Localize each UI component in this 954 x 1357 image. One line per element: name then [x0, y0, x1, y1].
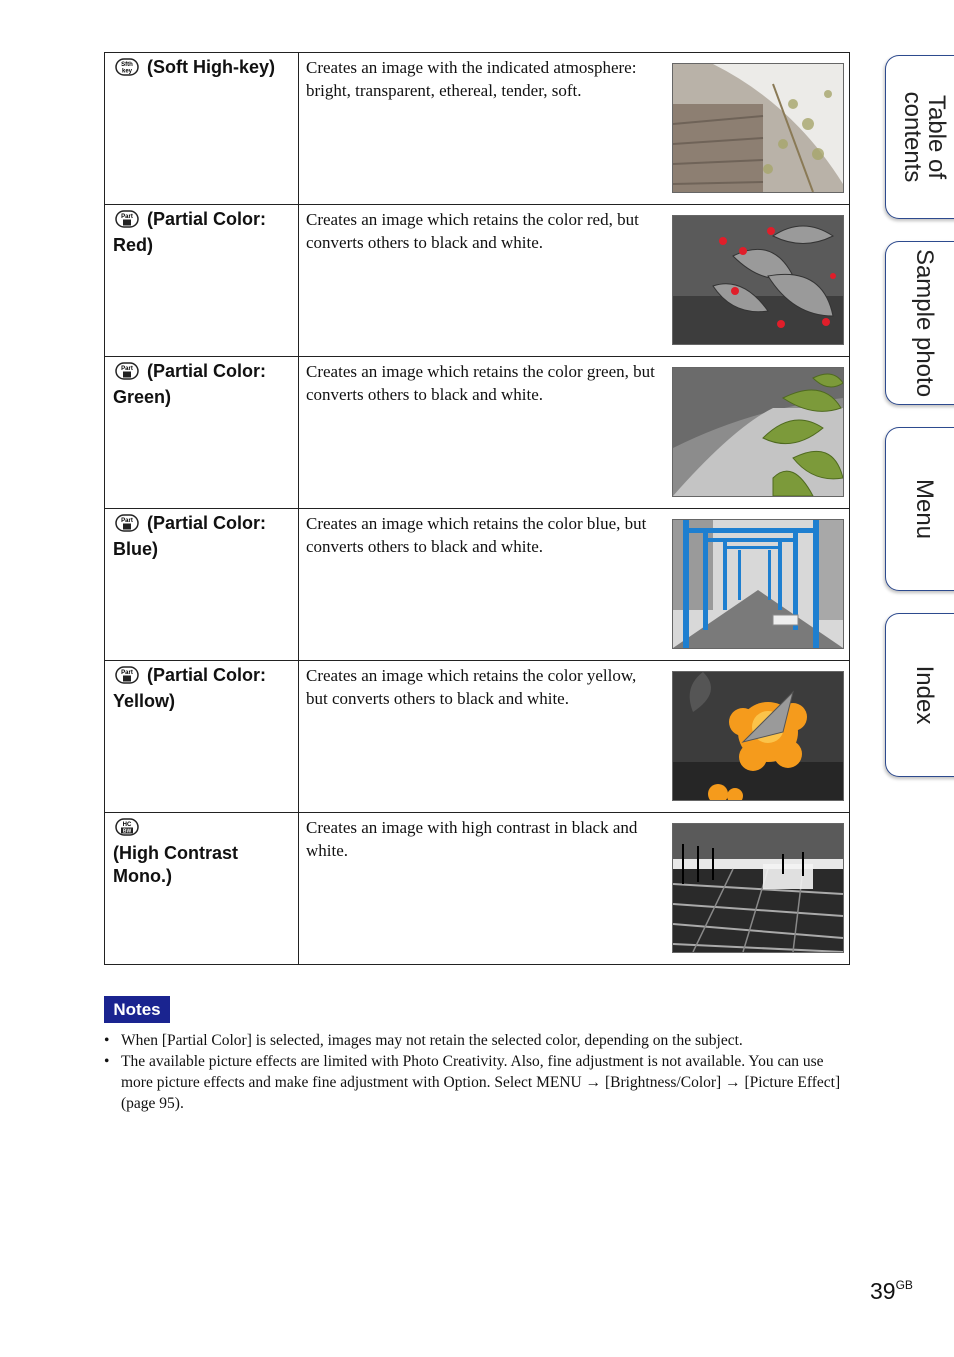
mode-label — [105, 205, 298, 257]
sample-photo-high-contrast-mono — [672, 823, 844, 953]
svg-text:Part: Part — [121, 518, 133, 524]
tab-label: Menu — [911, 478, 938, 540]
note-item: • The available picture effects are limited with Photo Creativity. Also, fine adjustment is not available. You can use more picture effects and make fine adjustment with Option. Select MENU → [Brightness/Color] → [Picture Effect] (page 95). — [104, 1051, 850, 1114]
tab-label: Index — [911, 665, 938, 725]
mode-description: Creates an image which retains the color blue, but converts others to black and white. — [306, 514, 647, 556]
svg-text:Sfth: Sfth — [121, 62, 133, 68]
notes-heading: Notes — [104, 996, 170, 1023]
svg-text:HC: HC — [122, 822, 132, 828]
notes-list — [104, 1030, 850, 1114]
partial-color-icon — [115, 666, 139, 690]
mode-label — [105, 661, 298, 713]
sample-photo-partial-green — [672, 367, 844, 497]
page-number-value: 39 — [870, 1278, 896, 1304]
table-row — [105, 661, 850, 813]
tab-label: Table of contents — [899, 91, 950, 183]
picture-effect-table — [104, 52, 850, 965]
mode-description: Creates an image with the indicated atmosphere: bright, transparent, ethereal, tender, soft. — [306, 58, 637, 100]
mode-label — [105, 813, 298, 888]
page-number — [870, 1278, 913, 1305]
tab-table-of-contents[interactable] — [885, 55, 954, 219]
table-row — [105, 205, 850, 357]
partial-color-icon — [115, 514, 139, 538]
table-row — [105, 357, 850, 509]
tab-sample-photo[interactable] — [885, 241, 954, 405]
svg-text:Part: Part — [121, 214, 133, 220]
soft-high-key-icon — [115, 58, 139, 82]
sample-photo-soft-high-key — [672, 63, 844, 193]
high-contrast-mono-icon — [115, 818, 139, 842]
svg-text:Part: Part — [121, 670, 133, 676]
sample-photo-partial-red — [672, 215, 844, 345]
mode-name: (Partial Color: Yellow) — [113, 665, 267, 711]
mode-description: Creates an image which retains the color yellow, but converts others to black and white. — [306, 666, 637, 708]
mode-name: (Soft High-key) — [147, 57, 275, 77]
partial-color-icon — [115, 362, 139, 386]
mode-label — [105, 509, 298, 561]
table-row — [105, 509, 850, 661]
partial-color-icon — [115, 210, 139, 234]
table-row — [105, 53, 850, 205]
mode-name: (High Contrast Mono.) — [113, 843, 238, 886]
table-row — [105, 813, 850, 965]
mode-description: Creates an image which retains the color green, but converts others to black and white. — [306, 362, 655, 404]
mode-label — [105, 357, 298, 409]
sample-photo-partial-blue — [672, 519, 844, 649]
mode-name: (Partial Color: Green) — [113, 361, 267, 407]
svg-text:Part: Part — [121, 366, 133, 372]
mode-label — [105, 53, 298, 82]
mode-name: (Partial Color: Red) — [113, 209, 267, 255]
tab-menu[interactable] — [885, 427, 954, 591]
note-item: • When [Partial Color] is selected, images may not retain the selected color, depending on the subject. — [104, 1030, 850, 1051]
tab-index[interactable] — [885, 613, 954, 777]
tab-label: Sample photo — [911, 248, 938, 398]
svg-text:key: key — [121, 68, 133, 75]
mode-name: (Partial Color: Blue) — [113, 513, 267, 559]
mode-description: Creates an image which retains the color red, but converts others to black and white. — [306, 210, 639, 252]
svg-text:BW: BW — [122, 828, 132, 835]
page-number-suffix: GB — [895, 1278, 913, 1292]
sample-photo-partial-yellow — [672, 671, 844, 801]
mode-description: Creates an image with high contrast in black and white. — [306, 818, 638, 860]
